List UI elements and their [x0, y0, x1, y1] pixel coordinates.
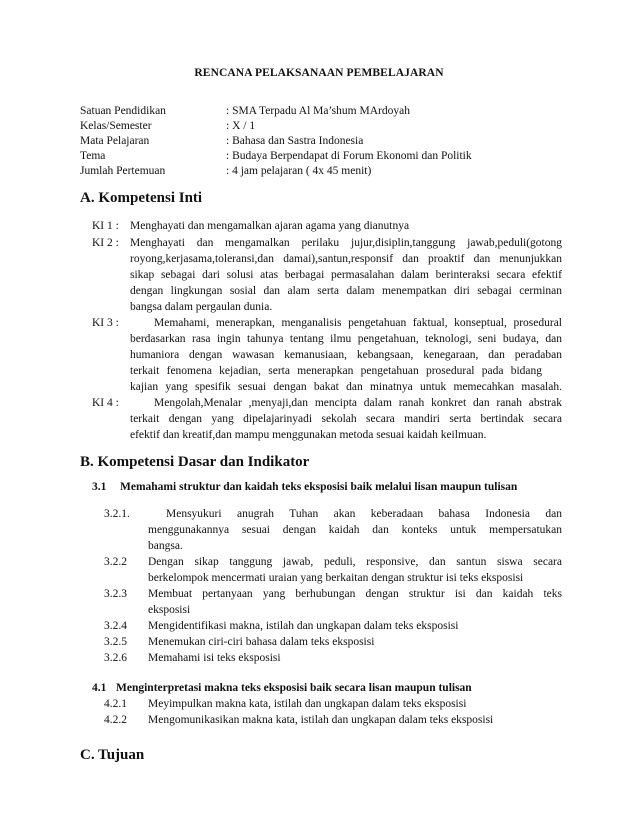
kd-3-1-number: 3.1: [92, 481, 107, 493]
ki3-line: Memahami, menerapkan, menganalisis pengetahuan faktual, konseptual, prosedural: [154, 317, 562, 329]
label-jumlah-pertemuan: Jumlah Pertemuan: [80, 165, 166, 177]
indicator-line: Dengan sikap tanggung jawab, peduli, responsive, dan santun siswa secara: [148, 556, 562, 568]
label-satuan-pendidikan: Satuan Pendidikan: [80, 105, 166, 117]
value-satuan-pendidikan: : SMA Terpadu Al Ma’shum MArdoyah: [226, 105, 410, 117]
ki4-line: efektif dan kreatif,dan mampu menggunakan metoda sesuai kaidah keilmuan.: [130, 429, 487, 441]
indicator-number: 3.2.5: [104, 636, 127, 648]
heading-kompetensi-dasar: B. Kompetensi Dasar dan Indikator: [80, 454, 310, 470]
ki1-label: KI 1 :: [92, 220, 119, 232]
ki3-line: berdasarkan rasa ingin tahunya tentang ilmu pengetahuan, teknologi, seni budaya, dan: [130, 333, 562, 345]
value-mata-pelajaran: : Bahasa dan Sastra Indonesia: [226, 135, 364, 147]
value-jumlah-pertemuan: : 4 jam pelajaran ( 4x 45 menit): [226, 165, 372, 177]
indicator-line: menggunakannya sesuai dengan kaidah dan konteks untuk mempersatukan: [148, 524, 562, 536]
ki2-line: bangsa dalam pergaulan dunia.: [130, 301, 273, 313]
indicator-number: 4.2.1: [104, 698, 127, 710]
indicator-number: 4.2.2: [104, 714, 127, 726]
value-tema: : Budaya Berpendapat di Forum Ekonomi dan Politik: [226, 150, 472, 162]
ki3-line: terkait fenomena kejadian, serta menerapkan pengetahuan prosedural pada bidang: [130, 365, 542, 377]
document-title: RENCANA PELAKSANAAN PEMBELAJARAN: [194, 67, 444, 79]
ki3-line: humaniora dengan wawasan kemanusiaan, kebangsaan, kenegaraan, dan peradaban: [130, 349, 562, 361]
indicator-line: berkelompok mencermati uraian yang berkaitan dengan struktur isi teks eksposisi: [148, 572, 524, 584]
ki4-label: KI 4 :: [92, 397, 119, 409]
label-mata-pelajaran: Mata Pelajaran: [80, 135, 150, 147]
kd-4-1-text: Menginterpretasi makna teks eksposisi baik secara lisan maupun tulisan: [116, 682, 472, 694]
ki4-line: Mengolah,Menalar ,menyaji,dan mencipta dalam ranah konkret dan ranah abstrak: [154, 397, 562, 409]
ki3-line: kajian yang spesifik sesuai dengan bakat dan minatnya untuk memecahkan masalah.: [130, 381, 562, 393]
heading-tujuan: C. Tujuan: [80, 747, 145, 763]
indicator-line: Mengomunikasikan makna kata, istilah dan ungkapan dalam teks eksposisi: [148, 714, 494, 726]
ki2-line: royong,kerjasama,toleransi,dan damai),santun,responsif dan proaktif dan menunjukkan: [130, 253, 562, 265]
ki3-label: KI 3 :: [92, 317, 119, 329]
indicator-line: bangsa.: [148, 540, 183, 552]
label-tema: Tema: [80, 150, 106, 162]
indicator-number: 3.2.4: [104, 620, 127, 632]
indicator-number: 3.2.2: [104, 556, 127, 568]
ki2-line: sikap sebagai dari solusi atas berbagai permasalahan dalam berinteraksi secara efektif: [130, 269, 562, 281]
indicator-line: Meyimpulkan makna kata, istilah dan ungkapan dalam teks eksposisi: [148, 698, 467, 710]
ki2-line: Menghayati dan mengamalkan perilaku jujur,disiplin,tanggung jawab,peduli(gotong: [130, 237, 562, 249]
kd-3-1-text: Memahami struktur dan kaidah teks eksposisi baik melalui lisan maupun tulisan: [120, 481, 518, 493]
label-kelas-semester: Kelas/Semester: [80, 120, 152, 132]
value-kelas-semester: : X / 1: [226, 120, 256, 132]
kd-4-1-number: 4.1: [92, 682, 107, 694]
indicator-number: 3.2.1.: [104, 508, 130, 520]
indicator-line: Memahami isi teks eksposisi: [148, 652, 281, 664]
indicator-line: Mengidentifikasi makna, istilah dan ungkapan dalam teks eksposisi: [148, 620, 459, 632]
indicator-line: Mensyukuri anugrah Tuhan akan keberadaan bahasa Indonesia dan: [166, 508, 562, 520]
ki4-line: terkait dengan yang dipelajarinyadi sekolah secara mandiri serta bertindak secara: [130, 413, 562, 425]
indicator-line: eksposisi: [148, 604, 191, 616]
indicator-number: 3.2.6: [104, 652, 127, 664]
ki2-line: dengan lingkungan sosial dan alam serta dalam menempatkan diri sebagai cerminan: [130, 285, 562, 297]
indicator-number: 3.2.3: [104, 588, 127, 600]
indicator-line: Menemukan ciri-ciri bahasa dalam teks eksposisi: [148, 636, 375, 648]
ki2-label: KI 2 :: [92, 237, 119, 249]
indicator-line: Membuat pertanyaan yang berhubungan dengan struktur isi dan kaidah teks: [148, 588, 562, 600]
ki1-text: Menghayati dan mengamalkan ajaran agama yang dianutnya: [130, 220, 410, 232]
heading-kompetensi-inti: A. Kompetensi Inti: [80, 190, 203, 206]
